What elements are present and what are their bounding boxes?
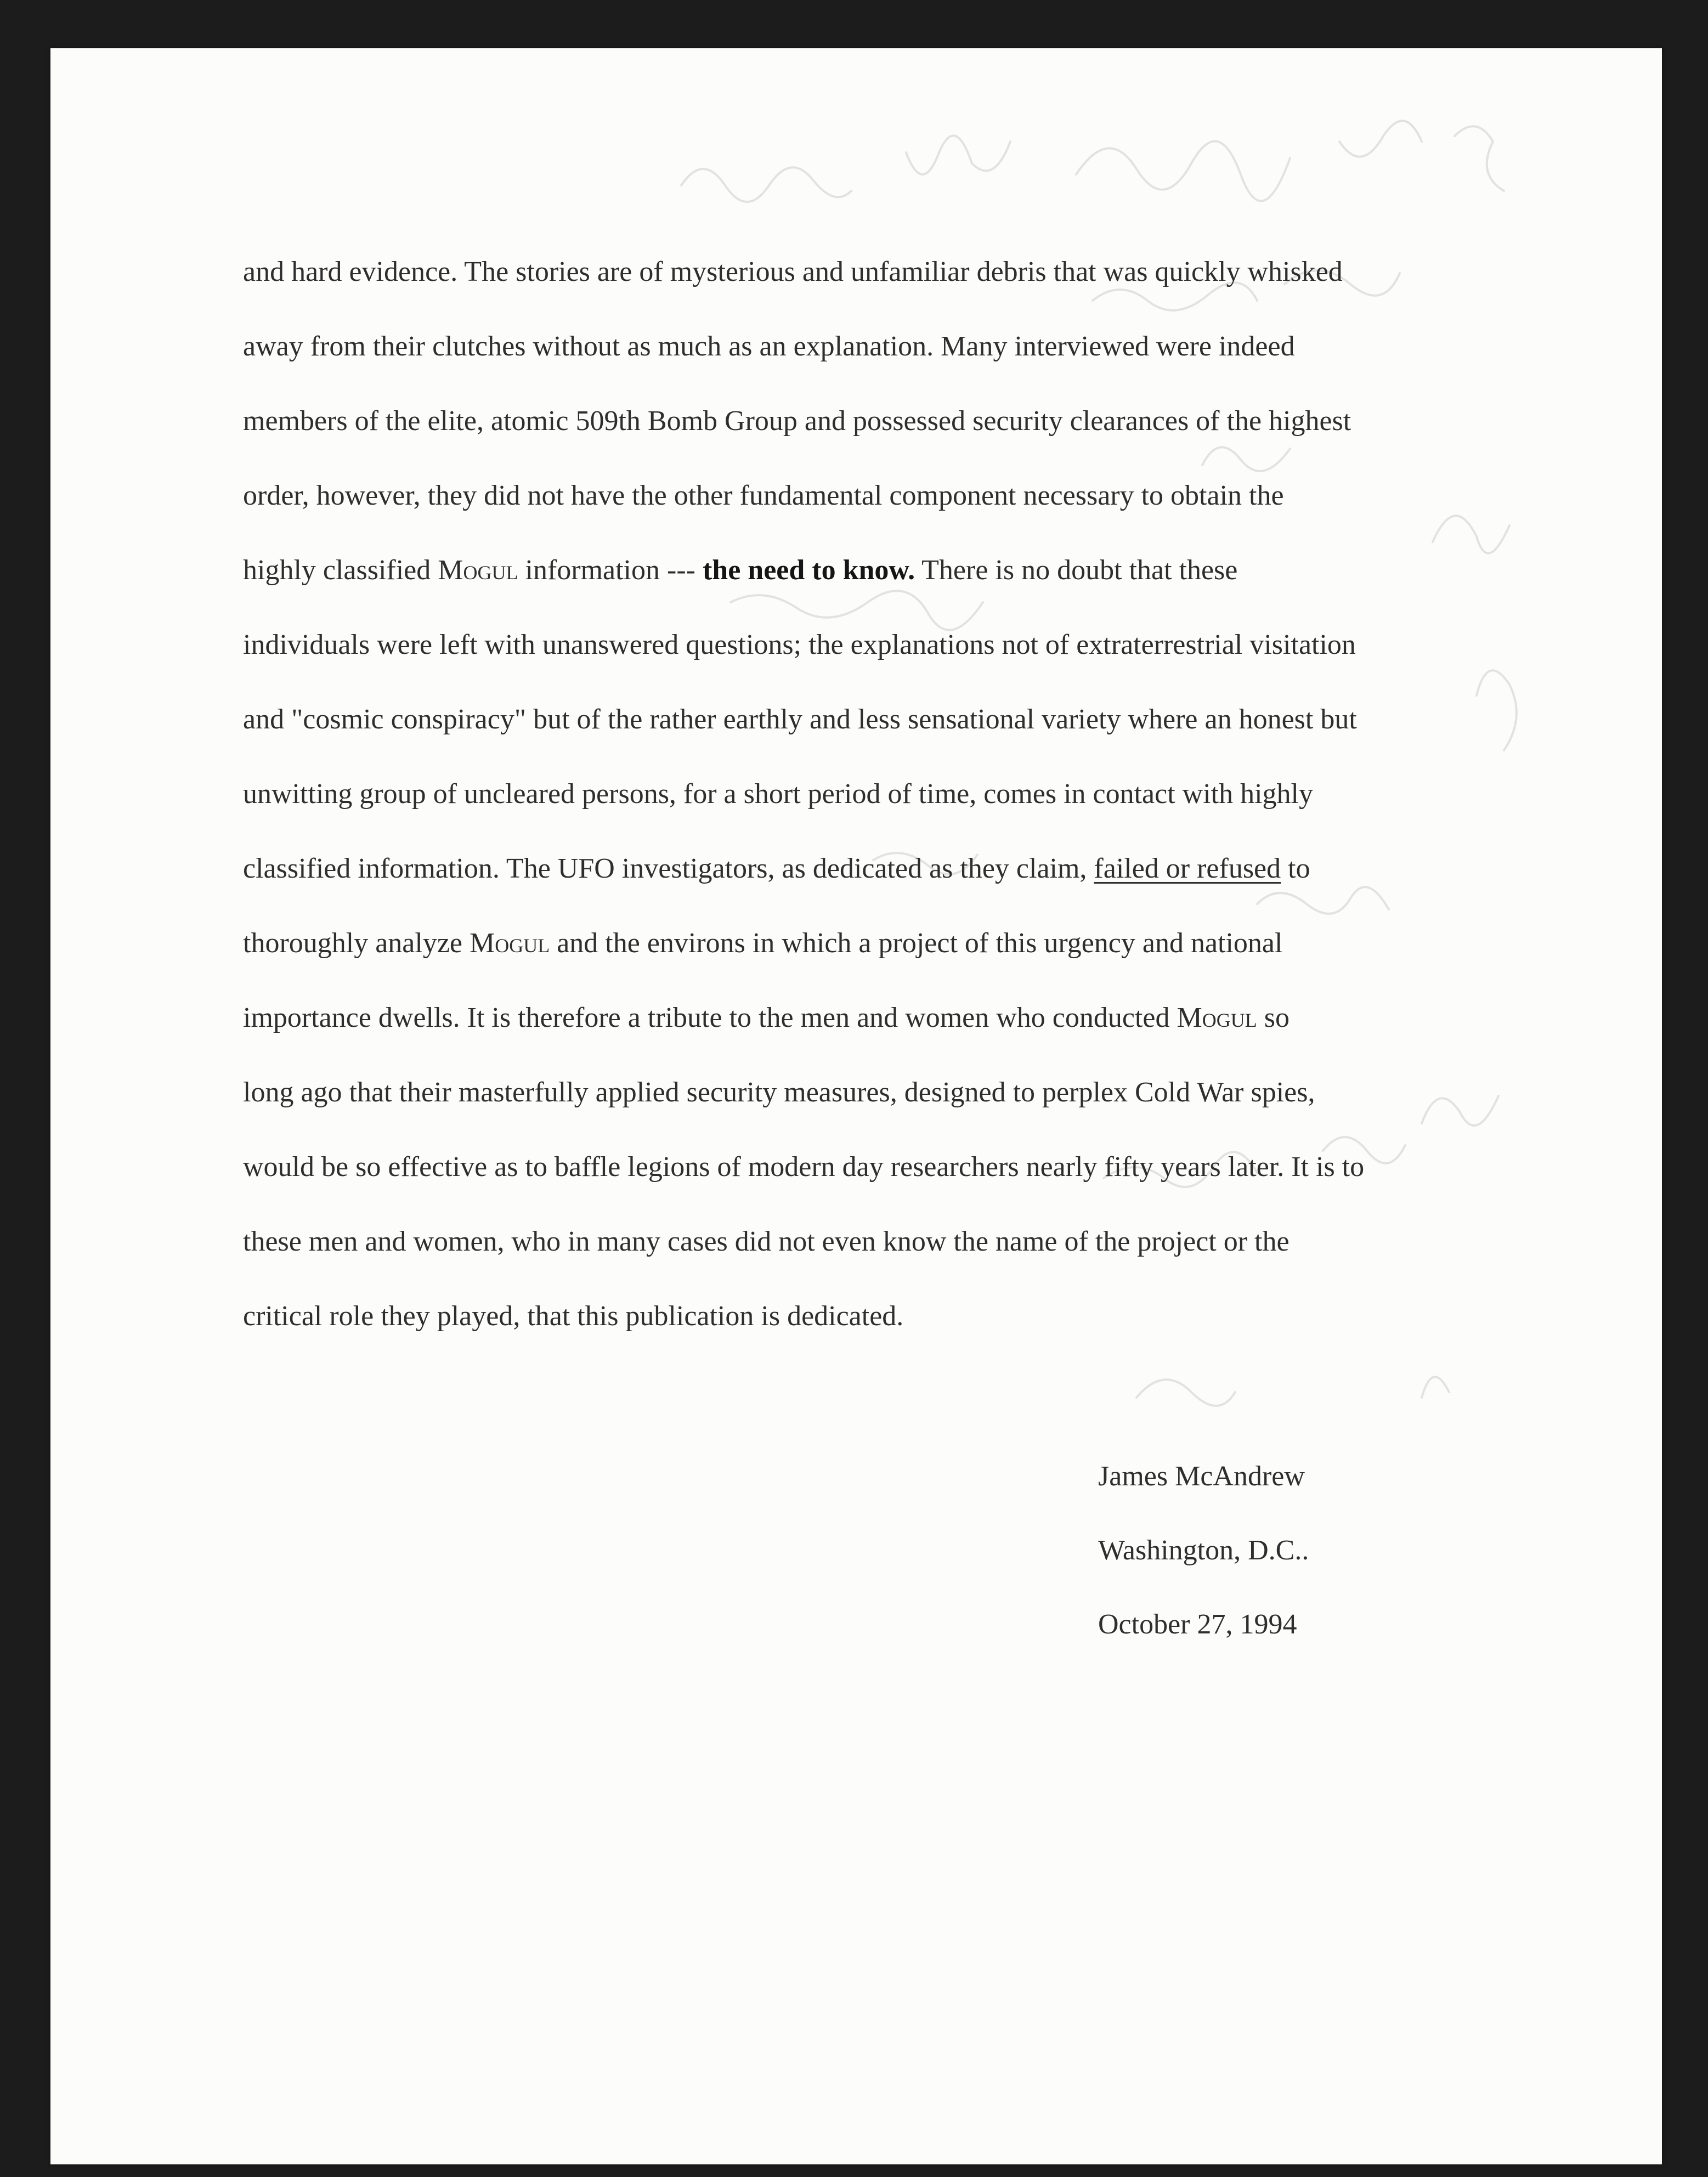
signature-block	[1098, 1439, 1309, 1661]
document-date: October 27, 1994	[1098, 1609, 1297, 1640]
text-line: these men and women, who in many cases did not even know the name of the project or the	[243, 1226, 1290, 1257]
mogul-project-name: Mogul	[1177, 1002, 1257, 1033]
text-line: long ago that their masterfully applied security measures, designed to perplex Cold War spies,	[243, 1077, 1315, 1108]
text-line: order, however, they did not have the other fundamental component necessary to obtain the	[243, 480, 1284, 511]
author-name: James McAndrew	[1098, 1461, 1305, 1492]
mogul-project-name: Mogul	[469, 928, 550, 959]
failed-or-refused-underline: failed or refused	[1094, 853, 1281, 884]
text-line: classified information. The UFO investigators, as dedicated as they claim, failed or refused to	[243, 853, 1310, 884]
text-line: unwitting group of uncleared persons, for a short period of time, comes in contact with highly	[243, 778, 1313, 810]
text-line: importance dwells. It is therefore a tribute to the men and women who conducted Mogul so	[243, 1002, 1290, 1033]
need-to-know-emphasis: the need to know.	[702, 555, 915, 586]
text-line: critical role they played, that this publication is dedicated.	[243, 1300, 904, 1332]
document-page	[50, 48, 1662, 2164]
text-line: would be so effective as to baffle legions of modern day researchers nearly fifty years later. It is to	[243, 1151, 1365, 1183]
text-line: individuals were left with unanswered questions; the explanations not of extraterrestrial visitation	[243, 629, 1356, 660]
text-line: thoroughly analyze Mogul and the environs in which a project of this urgency and national	[243, 928, 1283, 959]
text-line: and hard evidence. The stories are of mysterious and unfamiliar debris that was quickly whisked	[243, 256, 1343, 287]
text-line: highly classified Mogul information --- the need to know. There is no doubt that these	[243, 555, 1238, 586]
text-line: away from their clutches without as much as an explanation. Many interviewed were indeed	[243, 331, 1295, 362]
mogul-project-name: Mogul	[438, 555, 518, 586]
text-line: members of the elite, atomic 509th Bomb Group and possessed security clearances of the highest	[243, 405, 1351, 437]
dedication-paragraph	[243, 235, 1603, 1354]
author-location: Washington, D.C..	[1098, 1535, 1309, 1566]
text-line: and "cosmic conspiracy" but of the rather earthly and less sensational variety where an honest but	[243, 704, 1357, 735]
